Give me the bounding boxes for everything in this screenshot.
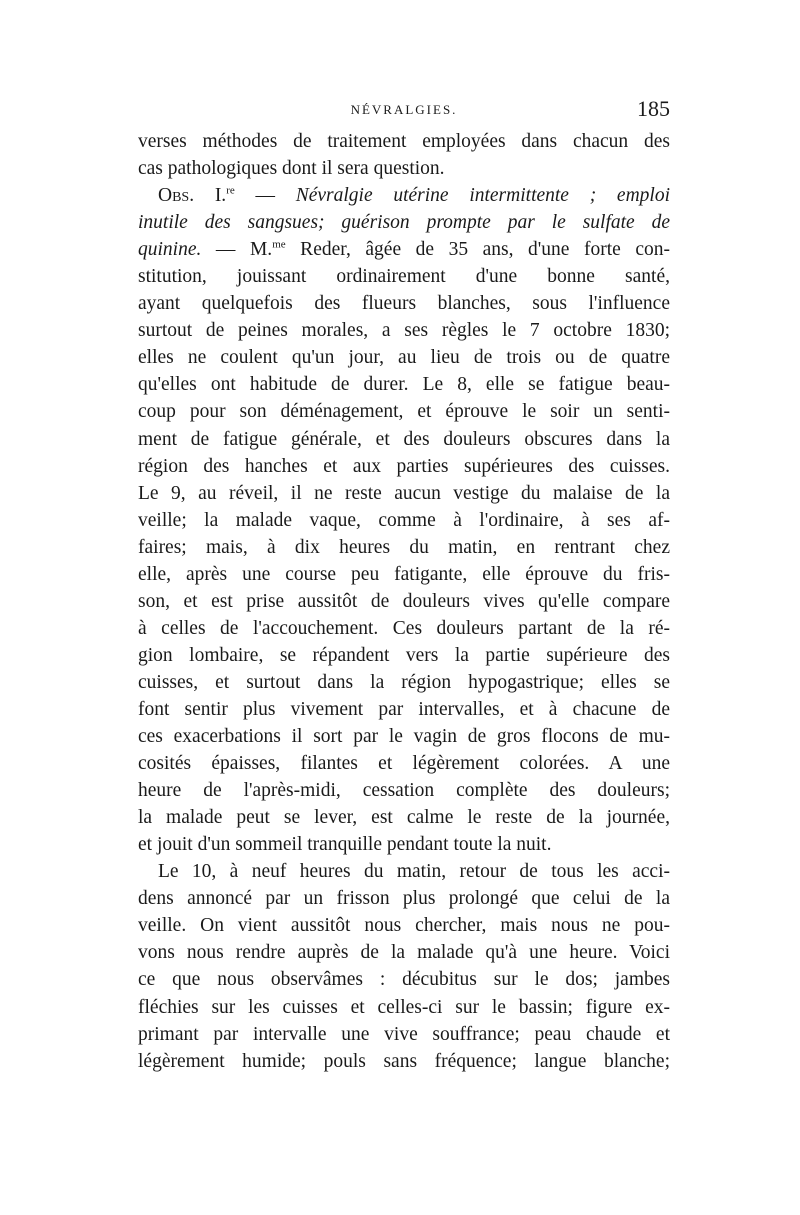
text-line: ces exacerbations il sort par le vagin de gros flocons de mu- (138, 726, 670, 748)
text-line: région des hanches et aux parties supérieures des cuisses. (138, 455, 670, 477)
text-line: stitution, jouissant ordinairement d'une bonne santé, (138, 266, 670, 288)
text-line: elles ne coulent qu'un jour, au lieu de trois ou de quatre (138, 347, 670, 369)
page-number: 185 (637, 96, 670, 121)
observation-patient-line (138, 236, 670, 263)
observation-title-end: quinine. (138, 239, 202, 261)
text-line: veille; la malade vaque, comme à l'ordinaire, à ses af- (138, 509, 670, 531)
patient-dash: — M. (201, 239, 273, 261)
text-line: gion lombaire, se répandent vers la partie supérieure des (138, 644, 670, 666)
running-head (138, 96, 670, 126)
text-line: vons nous rendre auprès de la malade qu'à une heure. Voici (138, 942, 670, 964)
observation-title-line: inutile des sangsues; guérison prompte par le sulfate de (138, 212, 670, 234)
text-line: qu'elles ont habitude de durer. Le 8, elle se fatigue beau- (138, 374, 670, 396)
text-line: heure de l'après-midi, cessation complète des douleurs; (138, 780, 670, 802)
patient-intro: Reder, âgée de 35 ans, d'une forte con- (285, 239, 670, 261)
text-line: surtout de peines morales, a ses règles le 7 octobre 1830; (138, 320, 670, 342)
text-line: elle, après une course peu fatigante, elle éprouve du fris- (138, 563, 670, 585)
text-line: Le 9, au réveil, il ne reste aucun vestige du malaise de la (138, 482, 670, 504)
observation-label-sup: re (226, 184, 235, 197)
text-line: verses méthodes de traitement employées dans chacun des (138, 131, 670, 152)
text-line: faires; mais, à dix heures du matin, en rentrant chez (138, 536, 670, 558)
text-line: cosités épaisses, filantes et légèrement colorées. A une (138, 753, 670, 775)
text-line: dens annoncé par un frisson plus prolongé que celui de la (138, 888, 670, 910)
observation-heading-line (138, 182, 670, 209)
observation-title-part1: Névralgie utérine intermittente ; emploi (295, 185, 671, 207)
text-line: font sentir plus vivement par intervalles, et à chacune de (138, 698, 670, 720)
running-title: NÉVRALGIES. (350, 102, 458, 117)
text-line: légèrement humide; pouls sans fréquence; langue blanche; (138, 1050, 670, 1072)
text-line: ment de fatigue générale, et des douleurs obscures dans la (138, 428, 670, 450)
body-text (138, 128, 670, 1075)
text-line: et jouit d'un sommeil tranquille pendant toute la nuit. (138, 834, 552, 856)
text-line: ayant quelquefois des flueurs blanches, sous l'influence (138, 293, 670, 315)
text-line: ce que nous observâmes : décubitus sur le dos; jambes (138, 969, 670, 991)
text-line: primant par intervalle une vive souffrance; peau chaude et (138, 1023, 670, 1045)
text-line: son, et est prise aussitôt de douleurs vives qu'elle compare (138, 590, 670, 612)
patient-title-sup: me (272, 238, 286, 251)
text-line: la malade peut se lever, est calme le reste de la journée, (138, 807, 670, 829)
text-line: fléchies sur les cuisses et celles-ci sur le bassin; figure ex- (138, 996, 670, 1018)
observation-dash: — (234, 185, 296, 207)
text-line: cas pathologiques dont il sera question. (138, 158, 445, 180)
observation-label: Obs. I. (158, 185, 227, 207)
text-line: à celles de l'accouchement. Ces douleurs partant de la ré- (138, 617, 670, 639)
text-line: cuisses, et surtout dans la région hypogastrique; elles se (138, 671, 670, 693)
text-line: coup pour son déménagement, et éprouve le soir un senti- (138, 401, 670, 423)
text-line: veille. On vient aussitôt nous chercher, mais nous ne pou- (138, 915, 670, 937)
text-line: Le 10, à neuf heures du matin, retour de tous les acci- (158, 861, 670, 883)
